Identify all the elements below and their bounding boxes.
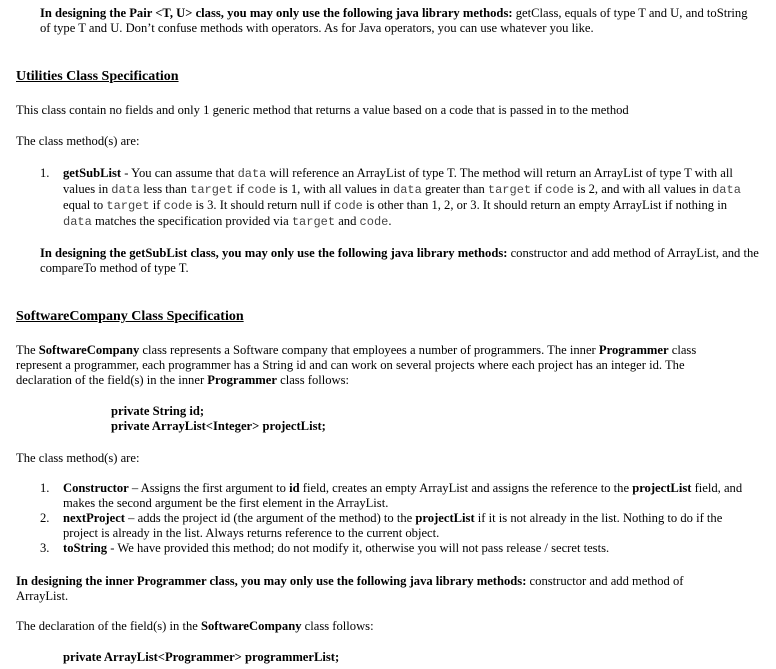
- field-id: private String id;: [111, 404, 205, 418]
- text: field, and makes the second argument be the first element in the ArrayList.: [63, 481, 743, 510]
- utilities-methods-label: The class method(s) are:: [16, 134, 140, 148]
- note-text: constructor and add method of ArrayList.: [16, 574, 684, 603]
- field-ref: projectList: [415, 511, 475, 525]
- code-target: target: [190, 183, 234, 197]
- code-data: data: [63, 215, 92, 229]
- code-data: data: [111, 183, 141, 197]
- text: – adds the project id (the argument of the method) to the: [125, 511, 416, 525]
- text: class represents a Software company that employees a number of programmers. The inner: [139, 343, 599, 357]
- method-name: Constructor: [63, 481, 129, 495]
- softwarecompany-declaration: [16, 619, 776, 634]
- utilities-section: [16, 68, 776, 86]
- utilities-intro: This class contain no fields and only 1 generic method that returns a value based on a code that is passed in to the method: [16, 103, 629, 117]
- text: will reference an ArrayList of type T. The method will return an ArrayList of type T with all values in: [63, 166, 733, 196]
- text: class follows:: [301, 619, 374, 633]
- text: matches the specification provided via: [91, 214, 292, 228]
- softwarecompany-section: [16, 308, 776, 326]
- code-target: target: [106, 199, 150, 213]
- method-getsublist: [40, 166, 756, 230]
- field-projectlist: private ArrayList<Integer> projectList;: [111, 419, 326, 433]
- programmer-note: [16, 574, 736, 604]
- text: greater than: [421, 182, 488, 196]
- code-data: data: [237, 167, 267, 181]
- pair-note: [40, 6, 758, 36]
- code-data: data: [712, 183, 741, 197]
- code-code: code: [545, 183, 574, 197]
- code-code: code: [334, 199, 363, 213]
- utilities-method-list: [40, 166, 756, 230]
- utilities-heading: Utilities Class Specification: [16, 69, 179, 84]
- list-number: 1.: [40, 481, 50, 495]
- text: – Assigns the first argument to: [128, 481, 290, 495]
- class-name: SoftwareCompany: [200, 619, 302, 633]
- note-text: constructor and add method of ArrayList, and the compareTo method of type T.: [40, 246, 759, 275]
- method-name: getSubList: [63, 166, 122, 180]
- list-number: 2.: [40, 511, 50, 525]
- text: if it is not already in the list. Nothing to do if the project is already in the list. Always returns reference to the current object.: [63, 511, 723, 540]
- text: - We have provided this method; do not modify it, otherwise you will not pass release / secret tests.: [107, 541, 610, 555]
- method-name: toString: [63, 541, 108, 555]
- text: class follows:: [276, 373, 350, 387]
- pair-note-text: getClass, equals of type T and U, and toString of type T and U. Don’t confuse methods with operators. As for Java operators, you can use whatever you like.: [40, 6, 748, 35]
- method-name: nextProject: [63, 511, 126, 525]
- note-bold: In designing the getSubList class, you may only use the following java library methods:: [40, 246, 508, 260]
- programmer-fields: [111, 404, 776, 434]
- softwarecompany-method-list: [40, 481, 756, 556]
- text: is 1, with all values in: [276, 182, 393, 196]
- text: equal to: [63, 198, 107, 212]
- class-name: Programmer: [207, 373, 277, 387]
- class-name: Programmer: [598, 343, 669, 357]
- text: is other than 1, 2, or 3. It should return an empty ArrayList if nothing in: [362, 198, 728, 212]
- method-tostring: [40, 541, 756, 556]
- text: The: [16, 343, 39, 357]
- class-name: SoftwareCompany: [38, 343, 140, 357]
- text: class represent a programmer, each programmer has a String id and can work on several projects where each project has an integer id. The declaration of the field(s) in the inner: [16, 343, 697, 387]
- softwarecompany-methods-label: The class method(s) are:: [16, 451, 140, 465]
- list-number: 1.: [40, 166, 50, 180]
- field-ref: id: [289, 481, 300, 495]
- softwarecompany-fields: [63, 650, 776, 665]
- field-ref: projectList: [632, 481, 692, 495]
- code-data: data: [393, 183, 422, 197]
- code-target: target: [487, 183, 532, 197]
- text: if: [233, 182, 248, 196]
- note-bold: In designing the inner Programmer class, you may only use the following java library methods:: [16, 574, 527, 588]
- text: if: [149, 198, 164, 212]
- code-code: code: [163, 199, 193, 213]
- text: is 2, and with all values in: [573, 182, 713, 196]
- code-code: code: [247, 183, 277, 197]
- pair-note-bold: In designing the Pair <T, U> class, you may only use the following java library methods:: [40, 6, 513, 20]
- method-nextproject: [40, 511, 756, 541]
- list-number: 3.: [40, 541, 50, 555]
- code-target: target: [291, 215, 336, 229]
- text: if: [531, 182, 546, 196]
- text: .: [388, 214, 392, 228]
- method-constructor: [40, 481, 756, 511]
- text: is 3. It should return null if: [192, 198, 335, 212]
- text: - You can assume that: [121, 166, 238, 180]
- getsublist-note: [40, 246, 762, 276]
- field-programmerlist: private ArrayList<Programmer> programmerList;: [63, 650, 340, 664]
- text: field, creates an empty ArrayList and assigns the reference to the: [299, 481, 633, 495]
- softwarecompany-description: [16, 343, 736, 388]
- text: less than: [140, 182, 191, 196]
- code-code: code: [359, 215, 389, 229]
- text: and: [335, 214, 360, 228]
- softwarecompany-heading: SoftwareCompany Class Specification: [16, 309, 244, 324]
- text: The declaration of the field(s) in the: [16, 619, 201, 633]
